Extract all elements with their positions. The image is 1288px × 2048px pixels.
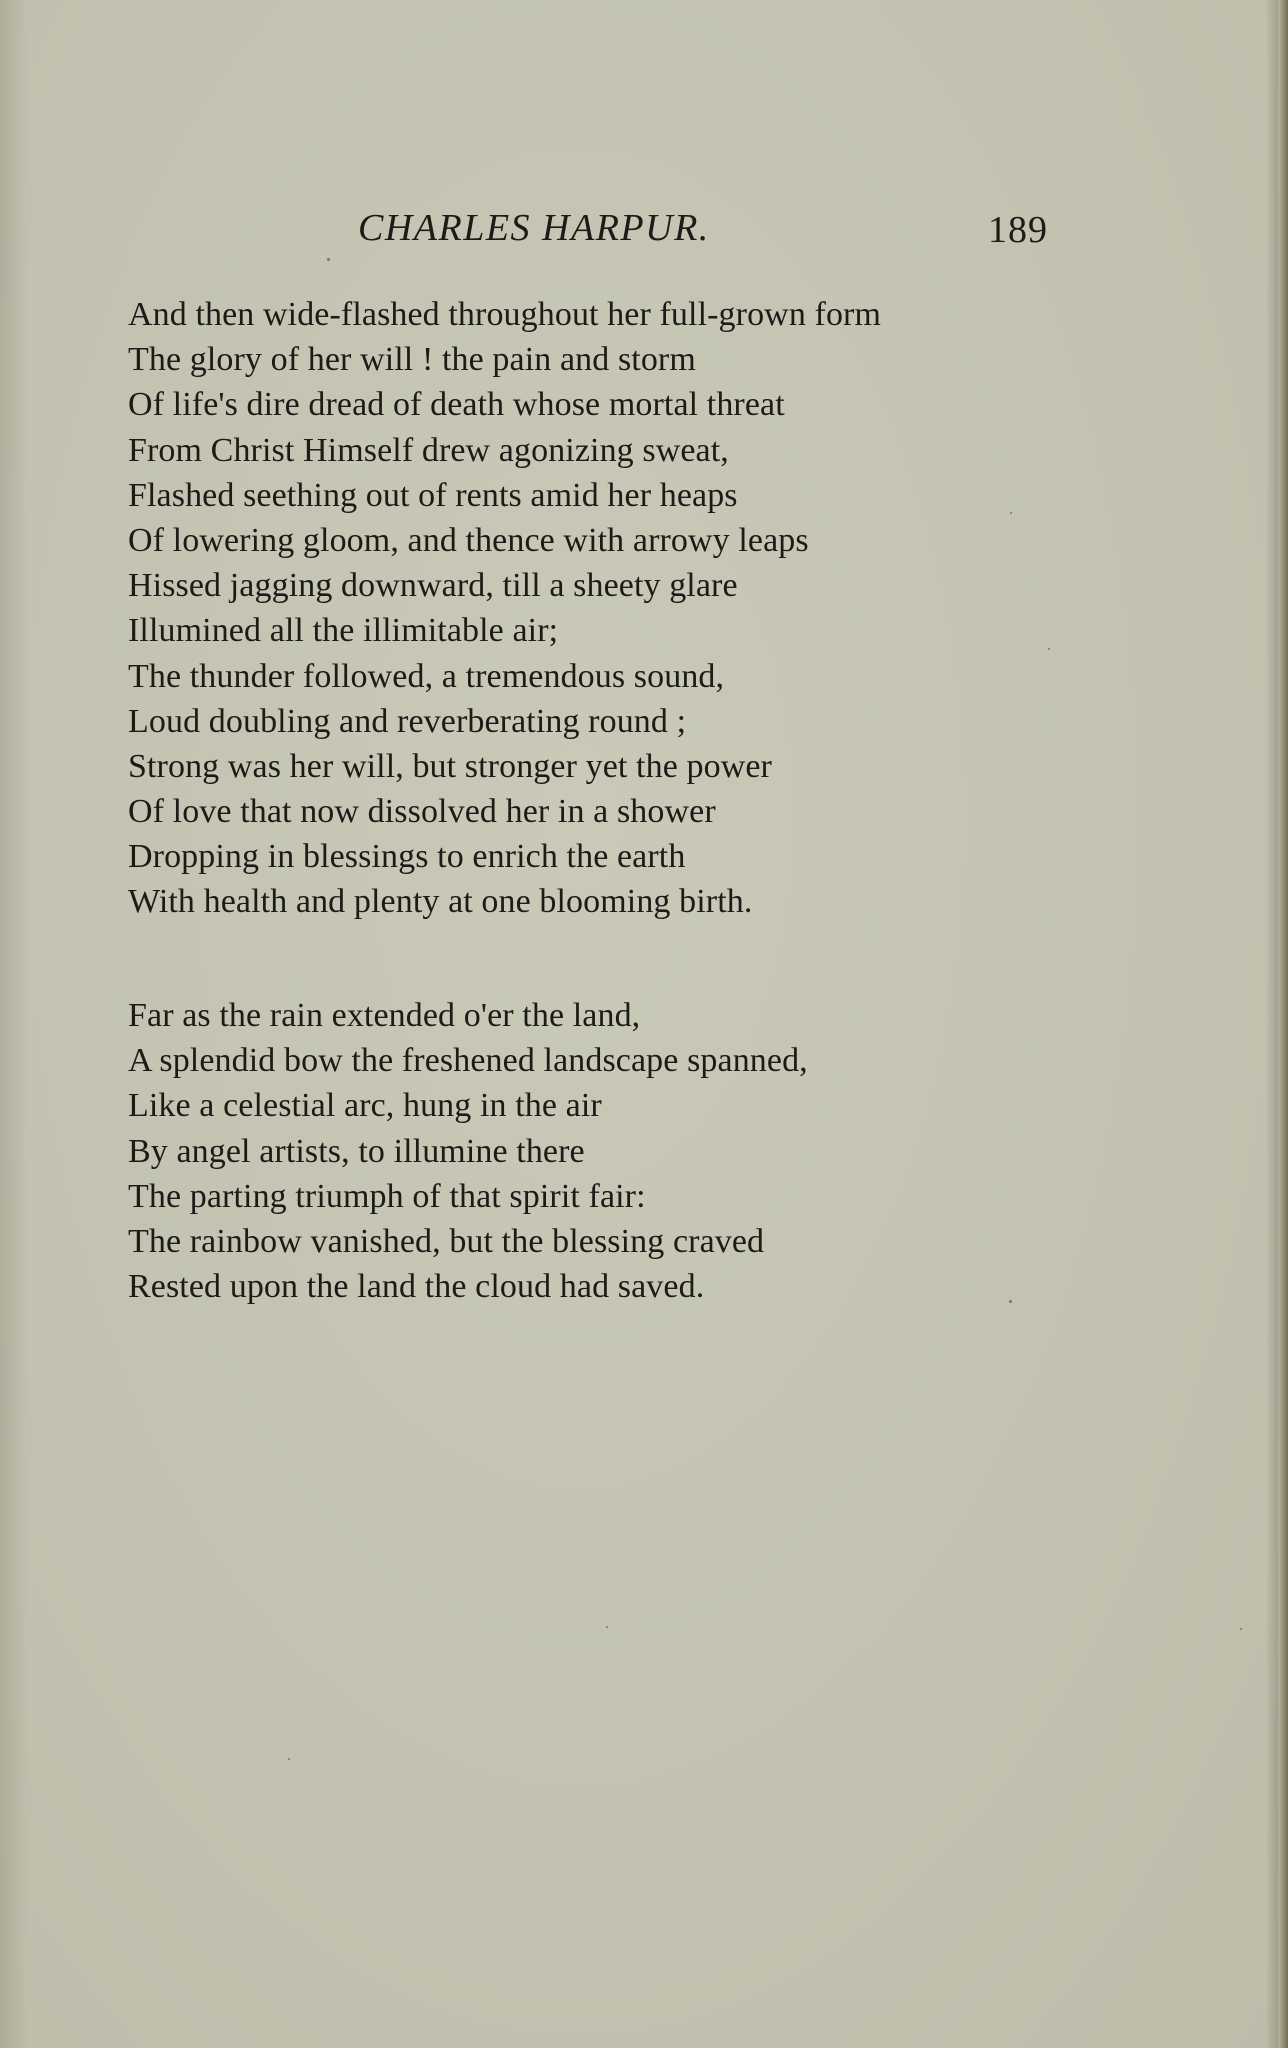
poem-line: The thunder followed, a tremendous sound, xyxy=(128,657,725,695)
running-head: CHARLES HARPUR. xyxy=(358,207,710,249)
paper-speck xyxy=(1048,648,1050,650)
poem-stanza-2 xyxy=(128,993,808,1309)
poem-line: The rainbow vanished, but the blessing craved xyxy=(128,1222,765,1260)
poem-line: Illumined all the illimitable air; xyxy=(128,612,559,650)
poem-line: Strong was her will, but stronger yet the power xyxy=(128,747,772,785)
poem-line: Of love that now dissolved her in a shower xyxy=(128,793,716,831)
poem-line: Flashed seething out of rents amid her heaps xyxy=(128,476,738,514)
poem-line: Rested upon the land the cloud had saved. xyxy=(128,1268,705,1306)
poem-line: Of life's dire dread of death whose mortal threat xyxy=(128,386,785,424)
paper-speck xyxy=(1009,1300,1012,1303)
poem-line: And then wide-flashed throughout her full-grown form xyxy=(128,296,882,333)
poem-line: From Christ Himself drew agonizing sweat, xyxy=(128,431,729,469)
paper-speck xyxy=(606,1626,608,1628)
poem-line: A splendid bow the freshened landscape spanned, xyxy=(128,1042,808,1080)
poem-line: Dropping in blessings to enrich the earth xyxy=(128,838,686,876)
poem-line: Loud doubling and reverberating round ; xyxy=(128,702,687,740)
poem-line: Far as the rain extended o'er the land, xyxy=(128,997,641,1034)
poem-line: Hissed jagging downward, till a sheety glare xyxy=(128,567,738,605)
paper-speck xyxy=(288,1758,290,1760)
page-number: 189 xyxy=(988,209,1048,251)
poem-line: By angel artists, to illumine there xyxy=(128,1132,585,1170)
poem-line: Like a celestial arc, hung in the air xyxy=(128,1087,602,1125)
paper-speck xyxy=(327,258,330,261)
poem-line: The glory of her will ! the pain and storm xyxy=(128,341,696,379)
paper-speck xyxy=(1010,512,1012,514)
page-header xyxy=(0,200,1288,260)
poem-stanza-1 xyxy=(128,292,881,925)
poem-line: With health and plenty at one blooming birth. xyxy=(128,883,753,921)
poem-line: Of lowering gloom, and thence with arrowy leaps xyxy=(128,521,809,559)
paper-speck xyxy=(1240,1628,1242,1630)
page-edge-shadow xyxy=(1278,0,1288,2048)
poem-line: The parting triumph of that spirit fair: xyxy=(128,1177,646,1215)
